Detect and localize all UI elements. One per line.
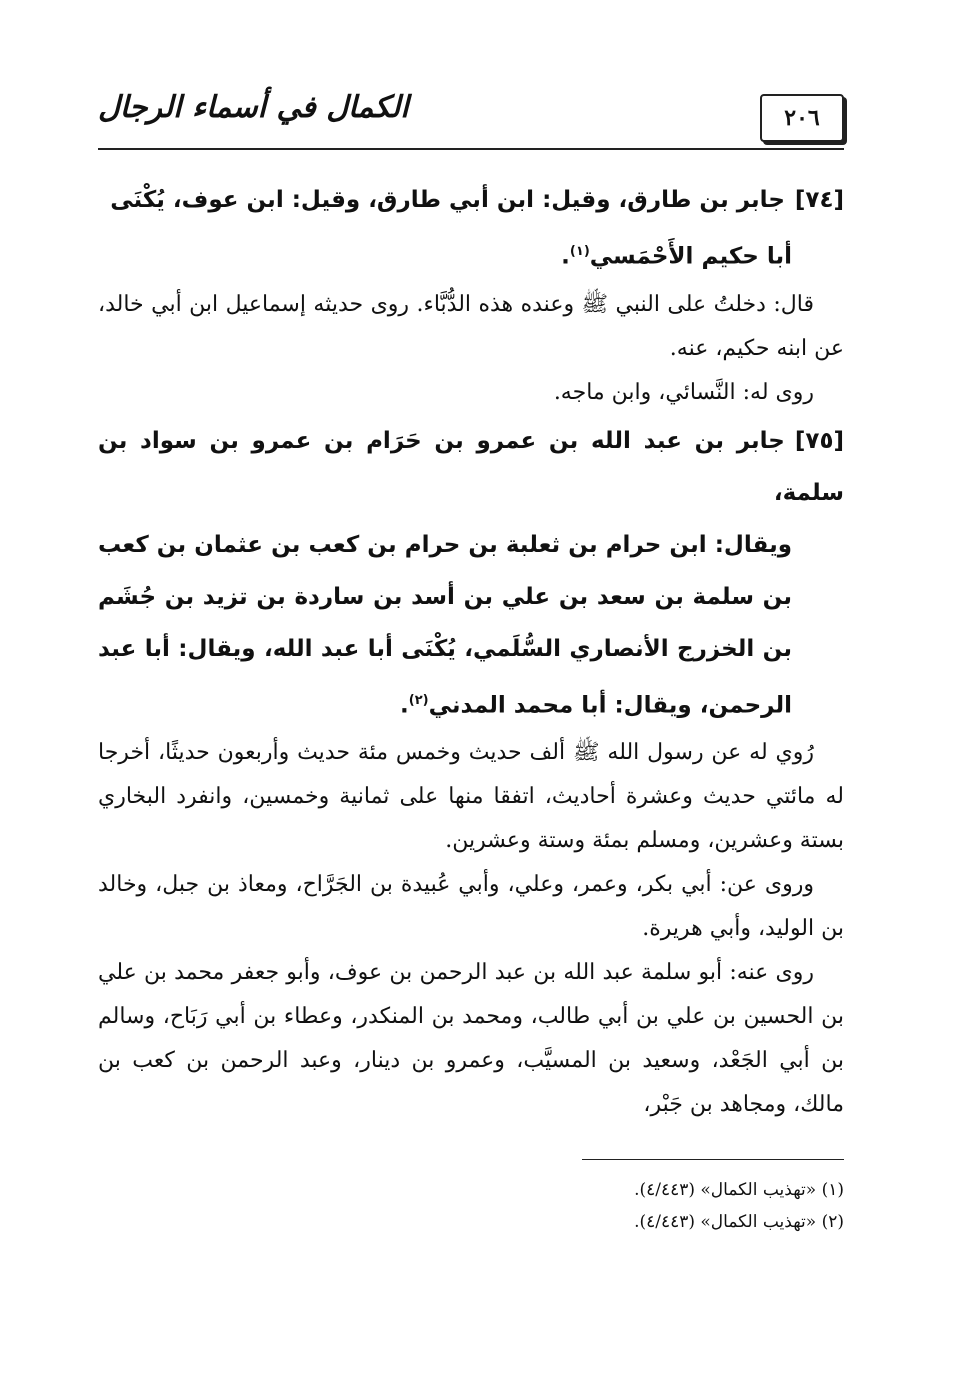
footnote-divider <box>582 1159 844 1160</box>
page-number: ٢٠٦ <box>760 94 844 142</box>
paragraph: روى له: النَّسائي، وابن ماجه. <box>553 379 814 405</box>
book-page <box>98 88 844 1348</box>
entry-heading <box>98 415 844 732</box>
paragraph: روى عنه: أبو سلمة عبد الله بن عبد الرحمن بن عوف، وأبو جعفر محمد بن علي بن الحسين بن علي بن أبي طالب، ومحمد بن المنكدر، وعطاء بن أبي رَبَاح، وسالم بن أبي الجَعْد، وسعيد بن المسيَّب، وعمرو بن دينار، وعبد الرحمن بن كعب بن مالك، ومجاهد بن جَبْر، <box>98 960 844 1118</box>
entry-heading-continued: أبا حكيم الأَحْمَسي <box>589 243 792 270</box>
paragraph: وروى عن: أبي بكر، وعمر، وعلي، وأبي عُبيدة بن الجَرَّاح، ومعاذ بن جبل، وخالد بن الوليد، وأبي هريرة. <box>98 872 844 942</box>
entry-heading <box>98 174 844 283</box>
paragraph: رُوي له عن رسول الله ﷺ ألف حديث وخمس مئة حديث وأربعون حديثًا، أخرجا له مائتي حديث وعشرة أحاديث، اتفقا منها على ثمانية وخمسين، وانفرد البخاري بستة وعشرين، ومسلم بمئة وستة وعشرين. <box>98 740 844 854</box>
entry-number: [٧٥] <box>794 427 844 454</box>
heading-end: . <box>400 692 409 719</box>
footnote: (١) «تهذيب الكمال» (٤/٤٤٣). <box>634 1180 844 1201</box>
footnote-ref[interactable]: (٢) <box>408 692 429 708</box>
entry-heading-continued: ويقال: ابن حرام بن ثعلبة بن حرام بن كعب بن عثمان بن كعب بن سلمة بن سعد بن علي بن أسد بن ساردة بن تزيد بن جُشَم بن الخزرج الأنصاري السُّلَمي، يُكْنَى أبا عبد الله، ويقال: أبا عبد الرحمن، ويقال: أبا محمد المدني <box>98 531 792 719</box>
page-body <box>98 174 844 1127</box>
entry-number: [٧٤] <box>794 187 844 213</box>
page-header <box>98 88 844 156</box>
footnote: (٢) «تهذيب الكمال» (٤/٤٤٣). <box>634 1212 844 1233</box>
paragraph: قال: دخلتُ على النبي ﷺ وعنده هذه الدُّبَّاء. روى حديثه إسماعيل ابن أبي خالد، عن ابنه حكيم، عنه. <box>98 291 844 361</box>
entry-heading-text: جابر بن عبد الله بن عمرو بن حَرَام بن عمرو بن سواد بن سلمة، <box>98 427 844 506</box>
entry-heading-text: جابر بن طارق، وقيل: ابن أبي طارق، وقيل: ابن عوف، يُكْنَى <box>110 187 785 213</box>
heading-end: . <box>561 243 570 270</box>
book-title: الكمال في أسماء الرجال <box>98 90 409 125</box>
footnote-ref[interactable]: (١) <box>569 244 590 259</box>
header-divider <box>98 148 844 150</box>
